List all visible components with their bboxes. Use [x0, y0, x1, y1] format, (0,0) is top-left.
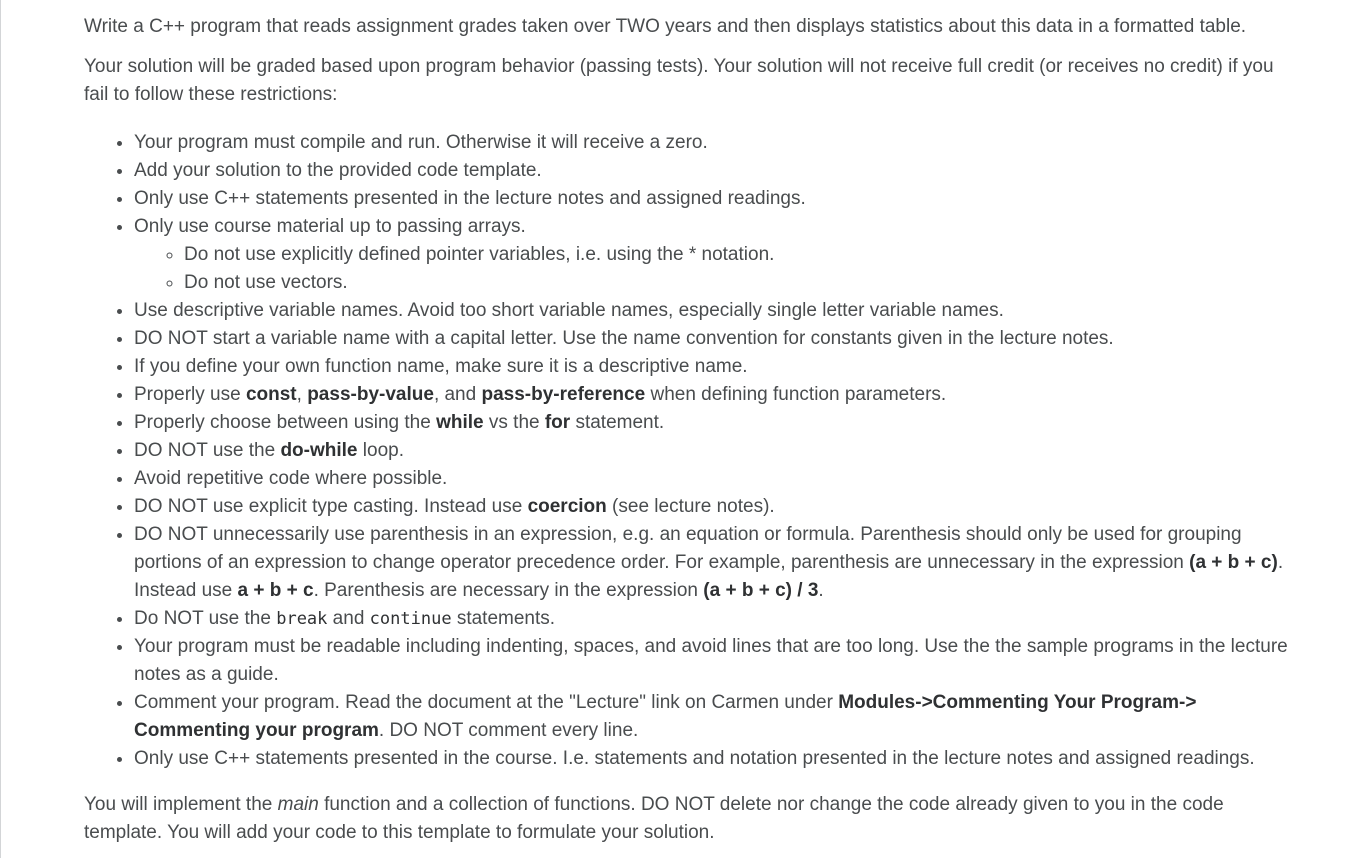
- assignment-instructions: [84, 13, 1299, 859]
- rule-text: vs the: [483, 412, 545, 433]
- rule-text: when defining function parameters.: [645, 384, 947, 405]
- bold-term: pass-by-reference: [481, 384, 646, 405]
- rule-no-repetition: • Avoid repetitive code where possible.: [134, 465, 1299, 493]
- rule-statements: • Only use C++ statements presented in the lecture notes and assigned readings.: [134, 185, 1299, 213]
- restrictions-list: [84, 129, 1299, 773]
- bold-term: Modules->Commenting Your Program-> Commenting your program: [134, 692, 1197, 741]
- rule-readable: • Your program must be readable including indenting, spaces, and avoid lines that are too long. Use the the sample programs in the lecture notes as a guide.: [134, 633, 1299, 689]
- closing-paragraph: [84, 791, 1299, 847]
- rule-text: Do NOT use the: [134, 608, 277, 629]
- bold-term: while: [436, 412, 484, 433]
- rule-text: statement.: [570, 412, 665, 433]
- rule-template: • Add your solution to the provided code template.: [134, 157, 1299, 185]
- rule-no-vectors: ◦ Do not use vectors.: [184, 269, 1299, 297]
- rule-parameters: [134, 381, 1299, 409]
- rule-text: Properly use: [134, 384, 246, 405]
- closing-text: function and a collection of functions. DO NOT delete nor change the code already given to you in the code template. You will add your code to this template to formulate your solution.: [84, 794, 1224, 843]
- rule-no-casting: [134, 493, 1299, 521]
- bold-term: do-while: [280, 440, 358, 461]
- rule-course-material: [134, 213, 1299, 297]
- rule-comments: [134, 689, 1299, 745]
- rule-no-break-continue: [134, 605, 1299, 633]
- page-left-border: [0, 0, 1, 858]
- bold-term: (a + b + c): [1189, 552, 1278, 573]
- grading-paragraph: Your solution will be graded based upon program behavior (passing tests). Your solution will not receive full credit (or receives no credit) if you fail to follow these restrictions:: [84, 56, 1274, 105]
- rule-text: . Instead use: [134, 552, 1284, 601]
- bold-term: a + b + c: [237, 580, 314, 601]
- bold-term: pass-by-value: [307, 384, 434, 405]
- italic-term: main: [277, 794, 319, 815]
- rule-text: DO NOT use the: [134, 440, 281, 461]
- bold-term: for: [544, 412, 571, 433]
- closing-text: You will implement the: [84, 794, 278, 815]
- rule-text: .: [818, 580, 824, 601]
- intro-paragraph: Write a C++ program that reads assignment grades taken over TWO years and then displays statistics about this data in a formatted table.: [84, 16, 1247, 37]
- code-term: break: [276, 609, 328, 629]
- rule-text: Properly choose between using the: [134, 412, 437, 433]
- bold-term: (a + b + c) / 3: [703, 580, 819, 601]
- rule-no-do-while: [134, 437, 1299, 465]
- rule-text: . Parenthesis are necessary in the expression: [313, 580, 704, 601]
- rule-no-capital: • DO NOT start a variable name with a capital letter. Use the name convention for constants given in the lecture notes.: [134, 325, 1299, 353]
- course-material-sublist: [134, 241, 1299, 297]
- rule-course-material-text: Only use course material up to passing arrays.: [134, 216, 526, 237]
- rule-function-names: • If you define your own function name, make sure it is a descriptive name.: [134, 353, 1299, 381]
- rule-while-for: [134, 409, 1299, 437]
- rule-compile: • Your program must compile and run. Otherwise it will receive a zero.: [134, 129, 1299, 157]
- rule-text: , and: [433, 384, 482, 405]
- rule-text: ,: [296, 384, 308, 405]
- rule-text: . DO NOT comment every line.: [378, 720, 639, 741]
- code-term: continue: [369, 609, 452, 629]
- rule-text: Comment your program. Read the document at the "Lecture" link on Carmen under: [134, 692, 839, 713]
- rule-text: DO NOT use explicit type casting. Instead use: [134, 496, 528, 517]
- bold-term: coercion: [527, 496, 607, 517]
- rule-descriptive-names: • Use descriptive variable names. Avoid too short variable names, especially single letter variable names.: [134, 297, 1299, 325]
- rule-text: and: [327, 608, 370, 629]
- rule-no-pointers: ◦ Do not use explicitly defined pointer variables, i.e. using the * notation.: [184, 241, 1299, 269]
- rule-text: (see lecture notes).: [606, 496, 775, 517]
- rule-text: loop.: [357, 440, 404, 461]
- rule-parenthesis: [134, 521, 1299, 605]
- rule-text: statements.: [451, 608, 556, 629]
- bold-term: const: [245, 384, 297, 405]
- rule-course-statements: • Only use C++ statements presented in the course. I.e. statements and notation presented in the lecture notes and assigned readings.: [134, 745, 1299, 773]
- rule-text: DO NOT unnecessarily use parenthesis in an expression, e.g. an equation or formula. Parenthesis should only be used for grouping portions of an expression to change operator precedence order. For example, parenthesis are unnecessary in the expression: [134, 524, 1242, 573]
